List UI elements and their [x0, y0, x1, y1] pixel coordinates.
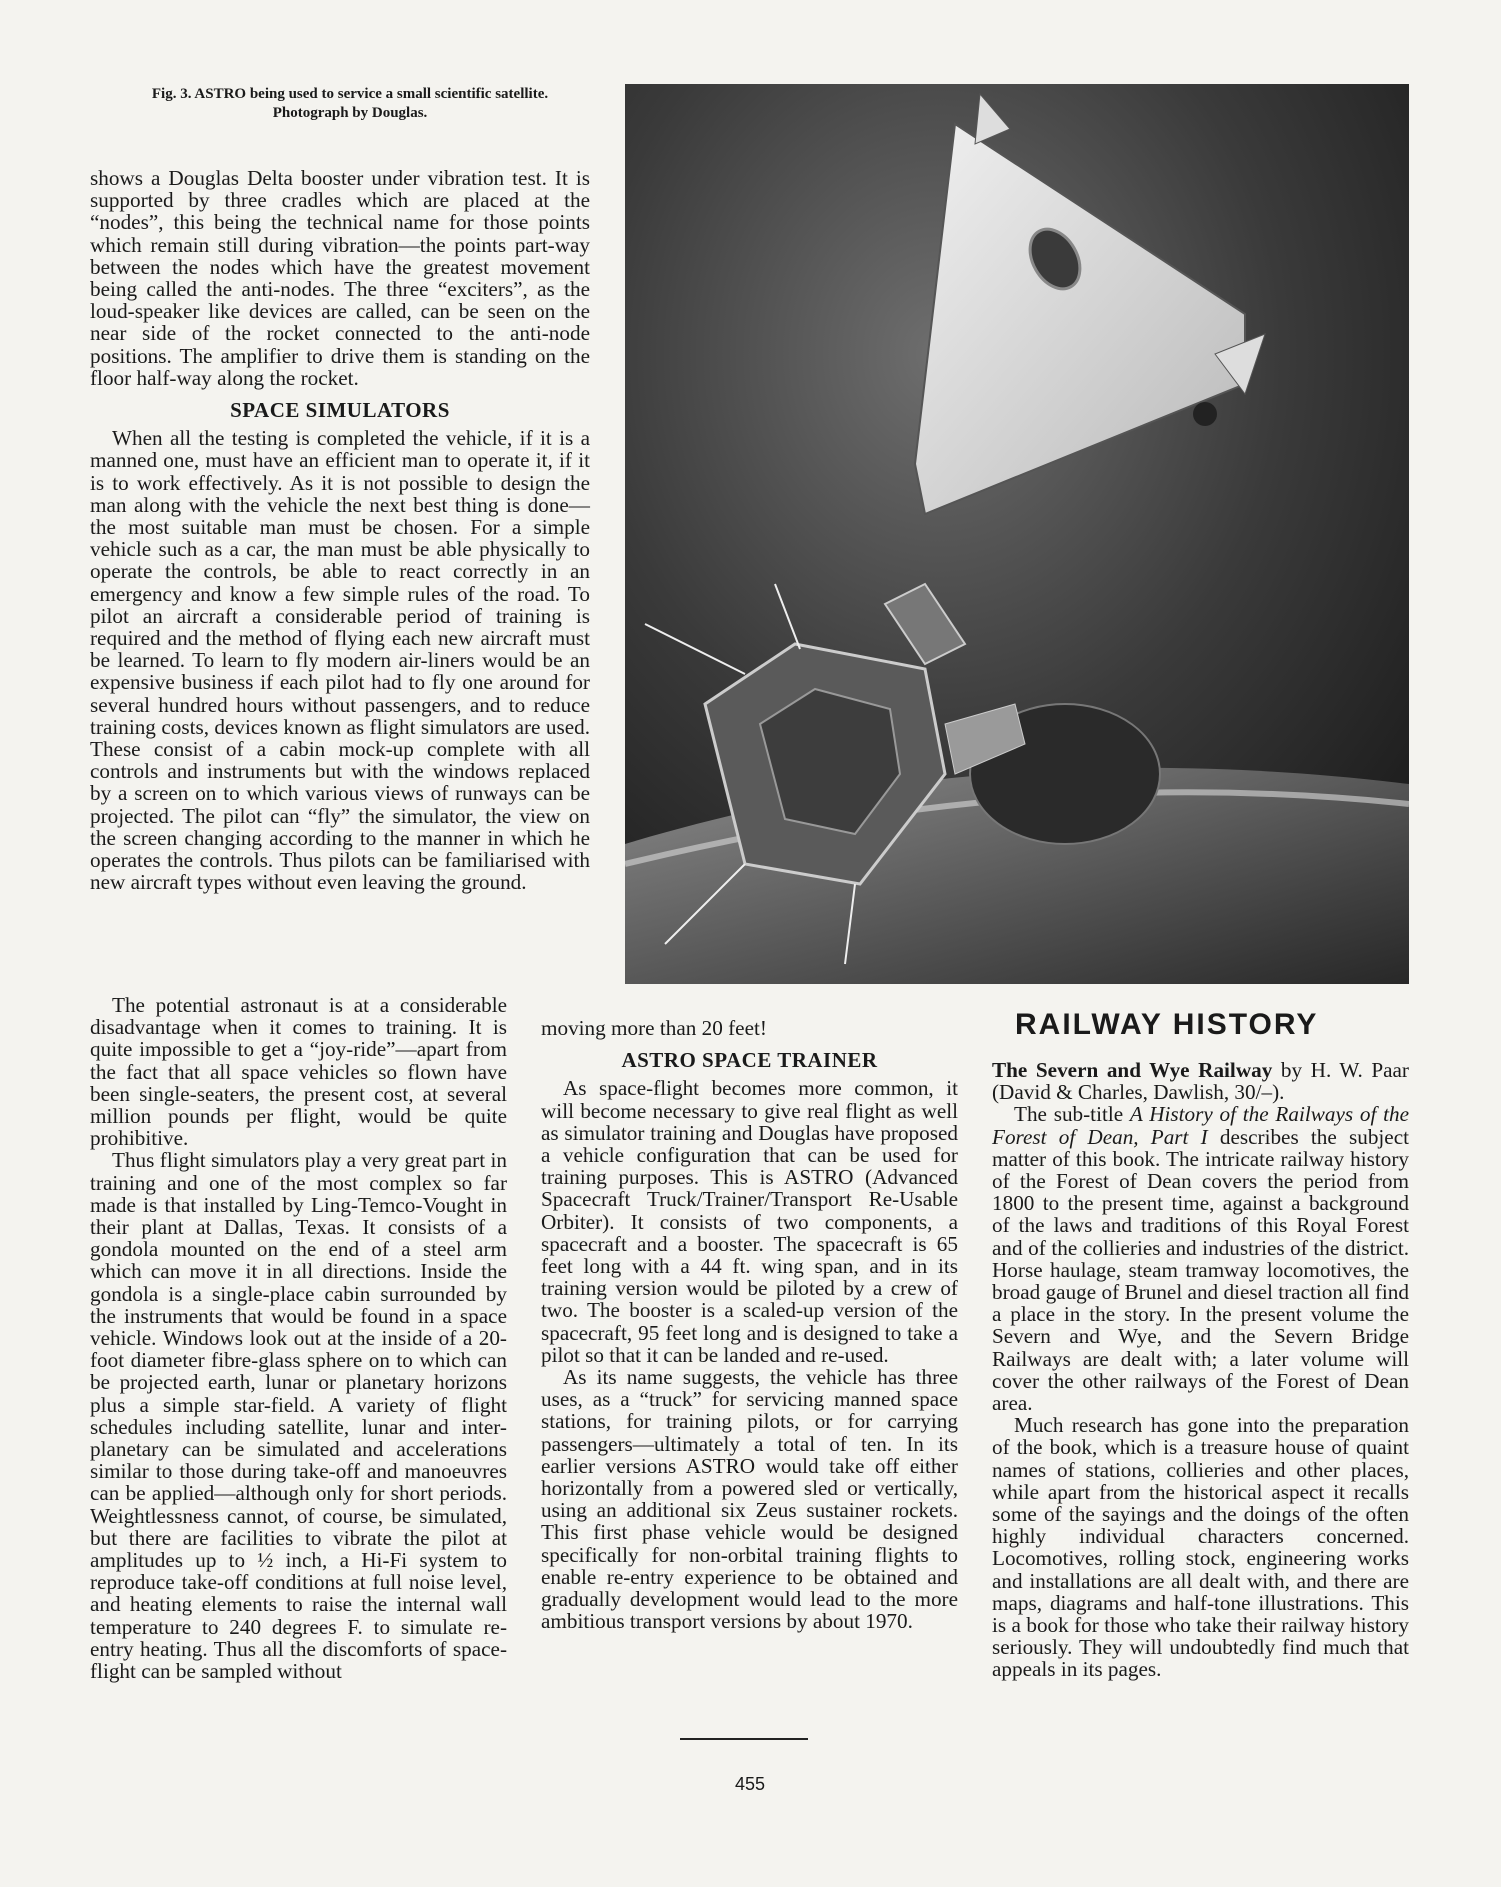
end-rule: [680, 1738, 808, 1740]
subtitle-text-1: The sub-title: [1014, 1102, 1130, 1127]
book-details: by H. W. Paar (David & Charles, Dawlish, 30/–).: [992, 1058, 1409, 1105]
page-number: 455: [734, 1774, 766, 1794]
paragraph-astro: As space-flight becomes more common, it will become necessary to give real flight as well as simulator training and Douglas have proposed a vehicle configuration that can be used for training purposes. This is ASTRO (Advanced Spacecraft Truck/Trainer/Transport Re-Usable Orbiter). It consists of two components, a spacecraft and a booster. The spacecraft is 65 feet long with a 44 ft. wing span, and in its training version would be piloted by a crew of two. The booster is a scaled-up version of the spacecraft, 95 feet long and is designed to take a pilot so that it can be landed and re-used.: [541, 1076, 958, 1367]
column-3: [992, 1059, 1409, 1681]
column-1-bottom: [90, 994, 507, 1682]
column-1-top: [90, 167, 590, 894]
paragraph-continued: moving more than 20 feet!: [541, 1016, 767, 1040]
heading-astro-space-trainer: ASTRO SPACE TRAINER: [621, 1048, 878, 1073]
figure-caption-line-2: Photograph by Douglas.: [272, 105, 428, 121]
paragraph-astronaut: The potential astronaut is at a considerable disadvantage when it comes to training. It is quite impossible to get a “joy-ride”—apart from the fact that all space vehicles so flown have been single-seaters, the present cost, at several million pounds per flight, would be quite prohibitive.: [90, 993, 507, 1151]
paragraph-research: Much research has gone into the preparation of the book, which is a treasure house of quaint names of stations, collieries and other places, while apart from the historical aspect it recalls some of the sayings and the doings of the often highly individual characters concerned. Locomotives, rolling stock, engineering works and installations are all dealt with, and there are maps, diagrams and half-tone illustrations. This is a book for those who take their railway history seriously. They will undoubtedly find much that appeals in its pages.: [992, 1413, 1409, 1682]
paragraph-ltv-simulator: Thus flight simulators play a very great part in training and one of the most complex so far made is that installed by Ling-Temco-Vought in their plant at Dallas, Texas. It consists of a gondola mounted on the end of a steel arm which can move it in all directions. Inside the gondola is a single-place cabin surrounded by the instruments that would be found in a space vehicle. Windows look out at the inside of a 20-foot diameter fibre-glass sphere on to which can be projected earth, lunar or planetary horizons plus a simple star-field. A variety of flight schedules including satellite, lunar and inter-planetary can be simulated and accelerations similar to those during take-off and manoeuvres can be applied—although only for short periods. Weightlessness cannot, of course, be simulated, but there are facilities to vibrate the pilot at amplitudes up to ½ inch, a Hi-Fi system to reproduce take-off conditions at full noise level, and heating elements to raise the internal wall temperature to 240 degrees F. to simulate re-entry heating. Thus all the discomforts of space-flight can be sampled without: [90, 1148, 507, 1684]
astro-illustration-svg: [625, 84, 1409, 984]
heading-space-simulators: SPACE SIMULATORS: [230, 398, 450, 423]
paragraph-book-reference: [992, 1059, 1409, 1103]
column-2: [541, 1017, 958, 1632]
book-title: The Severn and Wye Railway: [992, 1058, 1273, 1082]
paragraph-subtitle: [992, 1103, 1409, 1414]
figure-caption: [90, 85, 610, 123]
subtitle-italic: A History of the Railways of the Forest of Dean, Part I: [992, 1102, 1409, 1149]
figure-caption-line-1: Fig. 3. ASTRO being used to service a small scientific satellite.: [151, 86, 549, 102]
subtitle-text-2: describes the subject matter of this book. The intricate railway history of the Forest of Dean covers the period from 1800 to the present time, against a background of the laws and traditions of this Royal Forest and of the collieries and industries of the district. Horse haulage, steam tramway locomotives, the broad gauge of Brunel and diesel traction all find a place in the story. In the present volume the Severn and Wye, and the Severn Bridge Railways are dealt with; a later volume will cover the other railways of the Forest of Dean area.: [992, 1124, 1409, 1416]
paragraph-astro-uses: As its name suggests, the vehicle has three uses, as a “truck” for servicing manned space stations, for training pilots, or for carrying passengers—ultimately a total of ten. In its earlier versions ASTRO would take off either horizontally from a powered sled or vertically, using an additional six Zeus sustainer rockets. This first phase vehicle would be designed specifically for non-orbital training flights to enable re-entry experience to be obtained and gradually development would lead to the more ambitious transport versions by about 1970.: [541, 1365, 958, 1634]
section-title-railway-history: RAILWAY HISTORY: [1015, 1008, 1319, 1041]
astro-illustration: [625, 84, 1409, 984]
paragraph-vibration-test: shows a Douglas Delta booster under vibration test. It is supported by three cradles which are placed at the “nodes”, this being the technical name for those points which remain still during vibration—the points part-way between the nodes which have the greatest movement being called the anti-nodes. The three “exciters”, as the loud-speaker like devices are called, can be seen on the near side of the rocket connected to the anti-node positions. The amplifier to drive them is standing on the floor half-way along the rocket.: [90, 166, 590, 390]
paragraph-simulators: When all the testing is completed the vehicle, if it is a manned one, must have an efficient man to operate it, if it is to work effectively. As it is not possible to design the man along with the vehicle the next best thing is done—the most suitable man must be chosen. For a simple vehicle such as a car, the man must be able physically to operate the controls, be able to react correctly in an emergency and know a few simple rules of the road. To pilot an aircraft a considerable period of training is required and the method of flying each new aircraft must be learned. To learn to fly modern air-liners would be an expensive business if each pilot had to fly one around for several hundred hours without passengers, and to reduce training costs, devices known as flight simulators are used. These consist of a cabin mock-up complete with all controls and instruments but with the windows replaced by a screen on to which various views of runways can be projected. The pilot can “fly” the simulator, the view on the screen changing according to the manner in which he operates the controls. Thus pilots can be familiarised with new aircraft types without even leaving the ground.: [90, 426, 590, 895]
